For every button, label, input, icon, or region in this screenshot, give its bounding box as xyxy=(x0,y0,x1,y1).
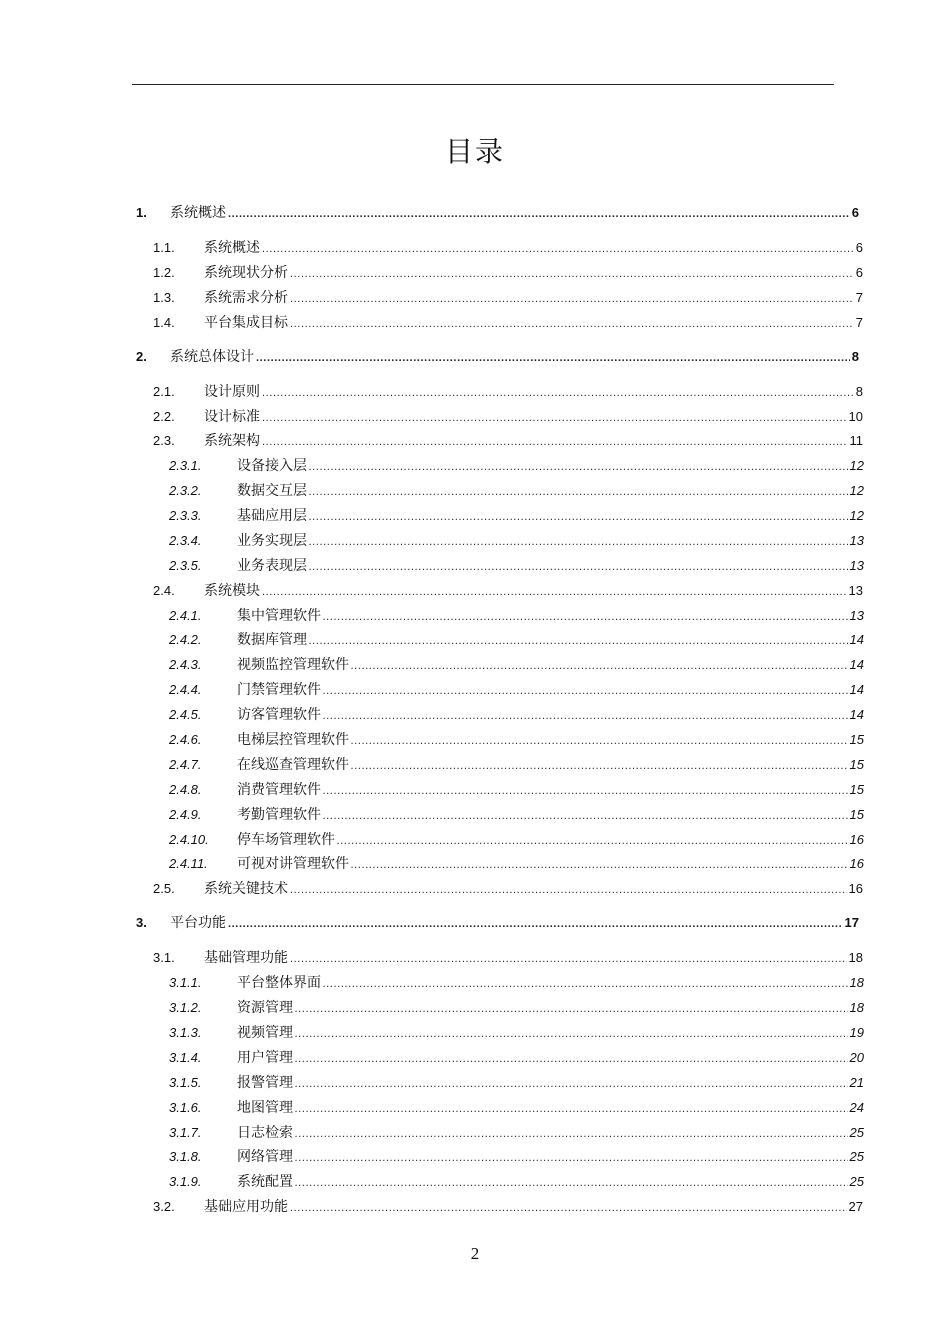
toc-dot-leader xyxy=(295,1049,848,1069)
toc-dot-leader xyxy=(323,974,848,994)
toc-entry[interactable] xyxy=(169,780,864,800)
toc-dot-leader xyxy=(295,999,848,1019)
toc-entry[interactable] xyxy=(153,581,863,601)
toc-entry-label: 视频监控管理软件 xyxy=(237,657,349,673)
toc-dot-leader xyxy=(309,631,848,651)
toc-entry[interactable] xyxy=(169,680,864,700)
toc-entry-page: 16 xyxy=(848,881,863,896)
toc-entry-number: 2.1. xyxy=(153,384,175,399)
toc-entry-number: 1.1. xyxy=(153,240,175,255)
toc-entry[interactable] xyxy=(169,705,864,725)
toc-entry-number: 1.2. xyxy=(153,265,175,280)
toc-entry-page: 16 xyxy=(849,832,864,847)
toc-entry-page: 14 xyxy=(849,632,864,647)
toc-entry-page: 15 xyxy=(849,807,864,822)
toc-entry-number: 2.3.3. xyxy=(169,508,202,523)
toc-entry[interactable] xyxy=(169,805,864,825)
toc-dot-leader xyxy=(295,1074,848,1094)
toc-entry[interactable] xyxy=(169,481,864,501)
toc-dot-leader xyxy=(309,457,848,477)
toc-entry[interactable] xyxy=(169,1147,864,1167)
page-number: 2 xyxy=(470,1244,480,1263)
toc-dot-leader xyxy=(228,914,843,934)
toc-entry[interactable] xyxy=(169,830,864,850)
toc-dot-leader xyxy=(295,1124,848,1144)
toc-entry-page: 7 xyxy=(855,315,863,330)
toc-dot-leader xyxy=(295,1024,848,1044)
toc-entry-label: 平台集成目标 xyxy=(204,315,288,331)
toc-dot-leader xyxy=(290,1198,847,1218)
toc-dot-leader xyxy=(295,1148,848,1168)
toc-entry-label: 数据交互层 xyxy=(237,483,307,499)
toc-entry[interactable] xyxy=(153,948,863,968)
toc-entry-label: 系统总体设计 xyxy=(170,349,254,365)
toc-entry-number: 1.3. xyxy=(153,290,175,305)
toc-entry-page: 15 xyxy=(849,732,864,747)
toc-entry[interactable] xyxy=(153,407,863,427)
toc-title: 目录 xyxy=(444,135,505,168)
toc-dot-leader xyxy=(309,557,848,577)
toc-entry-label: 消费管理软件 xyxy=(237,782,321,798)
toc-entry-number: 2.4.10. xyxy=(169,832,209,847)
toc-dot-leader xyxy=(323,607,848,627)
toc-entry-label: 平台整体界面 xyxy=(237,975,321,991)
toc-entry-page: 6 xyxy=(851,205,859,220)
toc-entry-label: 地图管理 xyxy=(237,1100,293,1116)
toc-entry-page: 18 xyxy=(849,975,864,990)
toc-entry-label: 系统架构 xyxy=(204,433,260,449)
toc-entry[interactable] xyxy=(169,998,864,1018)
toc-entry-page: 12 xyxy=(849,458,864,473)
toc-entry-page: 25 xyxy=(849,1125,864,1140)
toc-dot-leader xyxy=(262,432,848,452)
toc-entry-label: 基础应用层 xyxy=(237,508,307,524)
toc-dot-leader xyxy=(309,532,848,552)
toc-entry[interactable] xyxy=(136,203,859,223)
toc-entry-number: 2.4.8. xyxy=(169,782,202,797)
toc-entry-label: 视频管理 xyxy=(237,1025,293,1041)
toc-entry[interactable] xyxy=(169,630,864,650)
toc-entry[interactable] xyxy=(169,755,864,775)
toc-dot-leader xyxy=(290,880,847,900)
toc-dot-leader xyxy=(351,756,848,776)
toc-entry-number: 3.1.6. xyxy=(169,1100,202,1115)
toc-dot-leader xyxy=(337,831,848,851)
toc-dot-leader xyxy=(323,806,848,826)
toc-entry[interactable] xyxy=(169,531,864,551)
toc-dot-leader xyxy=(351,656,848,676)
toc-entry-page: 6 xyxy=(855,240,863,255)
toc-entry-page: 8 xyxy=(851,349,859,364)
toc-entry-page: 13 xyxy=(848,583,863,598)
toc-dot-leader xyxy=(290,264,854,284)
toc-entry-label: 日志检索 xyxy=(237,1125,293,1141)
toc-entry[interactable] xyxy=(153,431,863,451)
toc-entry-page: 12 xyxy=(849,483,864,498)
toc-entry[interactable] xyxy=(153,879,863,899)
toc-entry-number: 2.3.1. xyxy=(169,458,202,473)
toc-entry-number: 3.1.7. xyxy=(169,1125,202,1140)
toc-entry[interactable] xyxy=(169,973,864,993)
toc-entry-label: 资源管理 xyxy=(237,1000,293,1016)
toc-entry-number: 2.4.4. xyxy=(169,682,202,697)
toc-entry-page: 12 xyxy=(849,508,864,523)
toc-entry-label: 在线巡查管理软件 xyxy=(237,757,349,773)
toc-entry-page: 7 xyxy=(855,290,863,305)
toc-entry-page: 13 xyxy=(849,608,864,623)
toc-entry[interactable] xyxy=(169,1123,864,1143)
toc-entry-number: 2.4.1. xyxy=(169,608,202,623)
toc-dot-leader xyxy=(228,204,850,224)
toc-entry-label: 集中管理软件 xyxy=(237,608,321,624)
toc-entry-label: 设备接入层 xyxy=(237,458,307,474)
toc-entry[interactable] xyxy=(169,456,864,476)
toc-entry-number: 2.4. xyxy=(153,583,175,598)
toc-dot-leader xyxy=(295,1173,848,1193)
toc-entry-number: 2.3.4. xyxy=(169,533,202,548)
toc-entry[interactable] xyxy=(153,238,863,258)
toc-entry-page: 19 xyxy=(849,1025,864,1040)
toc-entry-page: 25 xyxy=(849,1149,864,1164)
toc-entry-label: 基础管理功能 xyxy=(204,950,288,966)
toc-entry-number: 2.4.11. xyxy=(169,856,208,871)
toc-entry-number: 3.1.5. xyxy=(169,1075,202,1090)
toc-entry-number: 3.1. xyxy=(153,950,175,965)
toc-entry[interactable] xyxy=(153,288,863,308)
toc-dot-leader xyxy=(290,949,847,969)
toc-entry-label: 考勤管理软件 xyxy=(237,807,321,823)
toc-entry-page: 14 xyxy=(849,682,864,697)
toc-dot-leader xyxy=(323,706,848,726)
toc-entry-label: 网络管理 xyxy=(237,1149,293,1165)
toc-entry-page: 14 xyxy=(849,657,864,672)
toc-entry-page: 14 xyxy=(849,707,864,722)
toc-entry[interactable] xyxy=(136,913,859,933)
toc-entry-label: 系统概述 xyxy=(204,240,260,256)
toc-entry-page: 20 xyxy=(849,1050,864,1065)
toc-entry-number: 2. xyxy=(136,349,147,364)
toc-entry[interactable] xyxy=(153,1197,863,1217)
toc-entry-label: 系统模块 xyxy=(204,583,260,599)
toc-entry-label: 系统需求分析 xyxy=(204,290,288,306)
toc-entry[interactable] xyxy=(169,606,864,626)
toc-entry[interactable] xyxy=(169,854,864,874)
toc-entry-label: 业务表现层 xyxy=(237,558,307,574)
toc-dot-leader xyxy=(262,239,854,259)
toc-entry-number: 3.1.2. xyxy=(169,1000,202,1015)
toc-entry-number: 2.4.6. xyxy=(169,732,202,747)
toc-entry-label: 设计原则 xyxy=(204,384,260,400)
toc-entry-label: 系统概述 xyxy=(170,205,226,221)
toc-entry[interactable] xyxy=(169,556,864,576)
toc-entry-number: 2.3.5. xyxy=(169,558,202,573)
toc-entry-page: 6 xyxy=(855,265,863,280)
toc-dot-leader xyxy=(351,855,848,875)
toc-entry-page: 18 xyxy=(849,1000,864,1015)
toc-entry[interactable] xyxy=(153,263,863,283)
toc-entry-label: 系统现状分析 xyxy=(204,265,288,281)
toc-entry[interactable] xyxy=(169,655,864,675)
toc-dot-leader xyxy=(262,383,854,403)
toc-entry-label: 停车场管理软件 xyxy=(237,832,335,848)
toc-entry-number: 1. xyxy=(136,205,147,220)
toc-dot-leader xyxy=(309,507,848,527)
toc-entry-page: 13 xyxy=(849,558,864,573)
toc-entry[interactable] xyxy=(153,313,863,333)
toc-entry-label: 设计标准 xyxy=(204,409,260,425)
toc-entry-label: 访客管理软件 xyxy=(237,707,321,723)
toc-entry[interactable] xyxy=(169,1048,864,1068)
toc-entry-label: 数据库管理 xyxy=(237,632,307,648)
toc-entry-number: 3. xyxy=(136,915,147,930)
toc-entry-page: 8 xyxy=(855,384,863,399)
toc-entry-number: 2.3.2. xyxy=(169,483,202,498)
toc-entry-label: 可视对讲管理软件 xyxy=(237,856,349,872)
toc-entry-page: 10 xyxy=(848,409,863,424)
toc-entry-number: 2.2. xyxy=(153,409,175,424)
toc-entry[interactable] xyxy=(153,382,863,402)
toc-entry-number: 3.2. xyxy=(153,1199,175,1214)
toc-dot-leader xyxy=(323,781,848,801)
toc-entry-page: 15 xyxy=(849,757,864,772)
toc-entry-page: 25 xyxy=(849,1174,864,1189)
toc-entry-number: 3.1.1. xyxy=(169,975,202,990)
toc-entry[interactable] xyxy=(169,1073,864,1093)
toc-entry[interactable] xyxy=(136,347,859,367)
toc-dot-leader xyxy=(262,582,847,602)
toc-dot-leader xyxy=(256,348,850,368)
toc-dot-leader xyxy=(351,731,848,751)
toc-entry[interactable] xyxy=(169,1098,864,1118)
toc-dot-leader xyxy=(295,1099,848,1119)
toc-entry-page: 18 xyxy=(848,950,863,965)
toc-entry-label: 业务实现层 xyxy=(237,533,307,549)
toc-entry[interactable] xyxy=(169,730,864,750)
toc-entry[interactable] xyxy=(169,506,864,526)
toc-entry-label: 基础应用功能 xyxy=(204,1199,288,1215)
toc-entry-number: 2.4.2. xyxy=(169,632,202,647)
toc-entry-page: 15 xyxy=(849,782,864,797)
toc-entry-number: 2.4.7. xyxy=(169,757,202,772)
toc-dot-leader xyxy=(290,289,854,309)
toc-entry-number: 2.5. xyxy=(153,881,175,896)
toc-entry-number: 2.3. xyxy=(153,433,175,448)
toc-entry-number: 3.1.4. xyxy=(169,1050,202,1065)
toc-entry-number: 3.1.8. xyxy=(169,1149,202,1164)
toc-entry-page: 16 xyxy=(849,856,864,871)
toc-entry-page: 27 xyxy=(848,1199,863,1214)
toc-entry-label: 用户管理 xyxy=(237,1050,293,1066)
toc-dot-leader xyxy=(290,314,854,334)
toc-dot-leader xyxy=(262,408,847,428)
toc-entry-number: 3.1.9. xyxy=(169,1174,202,1189)
toc-entry-label: 系统配置 xyxy=(237,1174,293,1190)
toc-entry-page: 24 xyxy=(849,1100,864,1115)
toc-dot-leader xyxy=(309,482,848,502)
toc-entry-number: 2.4.9. xyxy=(169,807,202,822)
toc-entry-page: 13 xyxy=(849,533,864,548)
toc-dot-leader xyxy=(323,681,848,701)
toc-entry-number: 3.1.3. xyxy=(169,1025,202,1040)
toc-entry-label: 系统关键技术 xyxy=(204,881,288,897)
toc-entry-number: 2.4.5. xyxy=(169,707,202,722)
toc-entry-page: 17 xyxy=(844,915,859,930)
toc-entry-label: 电梯层控管理软件 xyxy=(237,732,349,748)
toc-entry-label: 报警管理 xyxy=(237,1075,293,1091)
toc-entry-number: 1.4. xyxy=(153,315,175,330)
toc-entry-label: 门禁管理软件 xyxy=(237,682,321,698)
toc-entry-number: 2.4.3. xyxy=(169,657,202,672)
toc-entry[interactable] xyxy=(169,1172,864,1192)
toc-entry-page: 21 xyxy=(849,1075,864,1090)
toc-entry[interactable] xyxy=(169,1023,864,1043)
toc-entry-label: 平台功能 xyxy=(170,915,226,931)
toc-entry-page: 11 xyxy=(849,433,863,448)
